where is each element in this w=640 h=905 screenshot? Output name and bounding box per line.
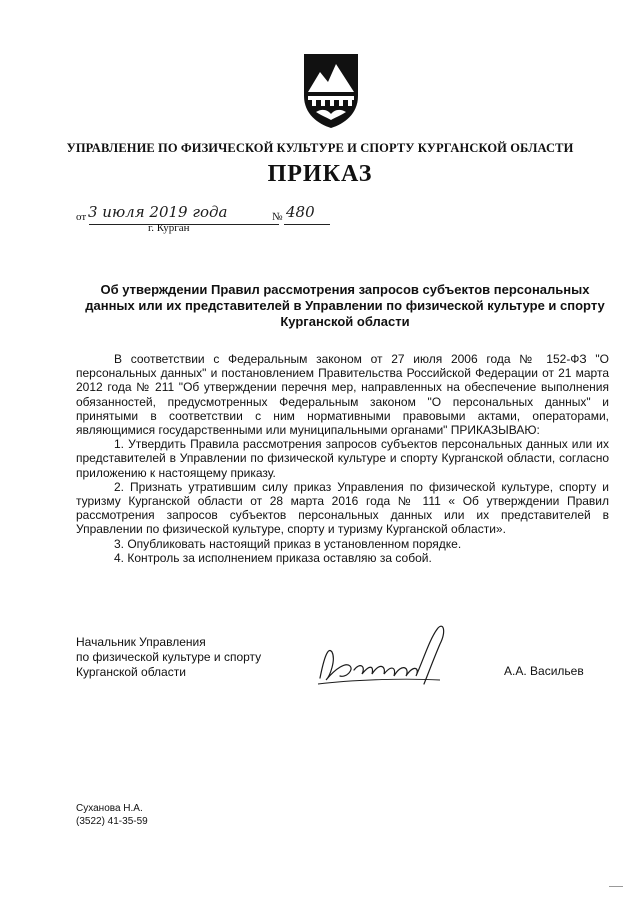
number-underline bbox=[284, 224, 330, 225]
signer-position bbox=[76, 635, 261, 680]
signer-name: А.А. Васильев bbox=[504, 664, 584, 678]
executor-name: Суханова Н.А. bbox=[76, 803, 143, 814]
subject-line: Курганской области bbox=[280, 314, 410, 329]
city-label: г. Курган bbox=[148, 222, 190, 234]
clause-4: 4. Контроль за исполнением приказа оставляю за собой. bbox=[114, 550, 432, 565]
order-subject bbox=[80, 282, 610, 330]
clause-2: 2. Признать утратившим силу приказ Управления по физической культуре, спорту и туризму Курганской области от 28 марта 2016 года № 111 « Об утверждении Правил рассмотрения запросов субъектов персональных данных или их представителей в Управлении по физической культуре, спорту и туризму Курганской области». bbox=[76, 479, 609, 537]
signer-position-line: по физической культуре и спорту bbox=[76, 650, 262, 664]
clause-1: 1. Утвердить Правила рассмотрения запросов субъектов персональных данных или их представителей в Управлении по физической культуре и спорту Курганской области, согласно приложению к настоящему приказу. bbox=[76, 437, 609, 480]
coat-of-arms-icon bbox=[300, 50, 362, 130]
preamble-paragraph: В соответствии с Федеральным законом от 27 июля 2006 года № 152-ФЗ "О персональных данных" и постановлением Правительства Российской Федерации от 21 марта 2012 года № 211 "Об утверждении перечня мер, направленных на обеспечение выполнения обязанностей, предусмотренных Федеральным законом "О персональных данных" и принятыми в соответствии с ним нормативными правовыми актами, операторами, являющимися государственными или муниципальными органами" ПРИКАЗЫВАЮ: bbox=[76, 352, 609, 438]
date-prefix: от bbox=[76, 211, 87, 223]
date-number-row bbox=[76, 204, 376, 226]
subject-line: Об утверждении Правил рассмотрения запросов субъектов персональных bbox=[100, 282, 590, 297]
signer-position-line: Начальник Управления bbox=[76, 635, 206, 649]
executor-phone: (3522) 41-35-59 bbox=[76, 816, 148, 827]
organization-name: УПРАВЛЕНИЕ ПО ФИЗИЧЕСКОЙ КУЛЬТУРЕ И СПОРТУ КУРГАНСКОЙ ОБЛАСТИ bbox=[66, 141, 574, 155]
subject-line: данных или их представителей в Управлении по физической культуре и спорту bbox=[85, 298, 605, 313]
executor-info bbox=[76, 802, 148, 828]
clause-3: 3. Опубликовать настоящий приказ в установленном порядке. bbox=[114, 536, 462, 551]
number-prefix: № bbox=[272, 211, 283, 223]
handwritten-signature bbox=[310, 618, 470, 690]
order-body bbox=[76, 352, 609, 565]
signer-position-line: Курганской области bbox=[76, 665, 186, 679]
page-edge-mark bbox=[609, 886, 623, 887]
handwritten-date: 3 июля 2019 года bbox=[88, 203, 228, 221]
handwritten-number: 480 bbox=[286, 203, 315, 221]
document-title: ПРИКАЗ bbox=[267, 161, 373, 187]
